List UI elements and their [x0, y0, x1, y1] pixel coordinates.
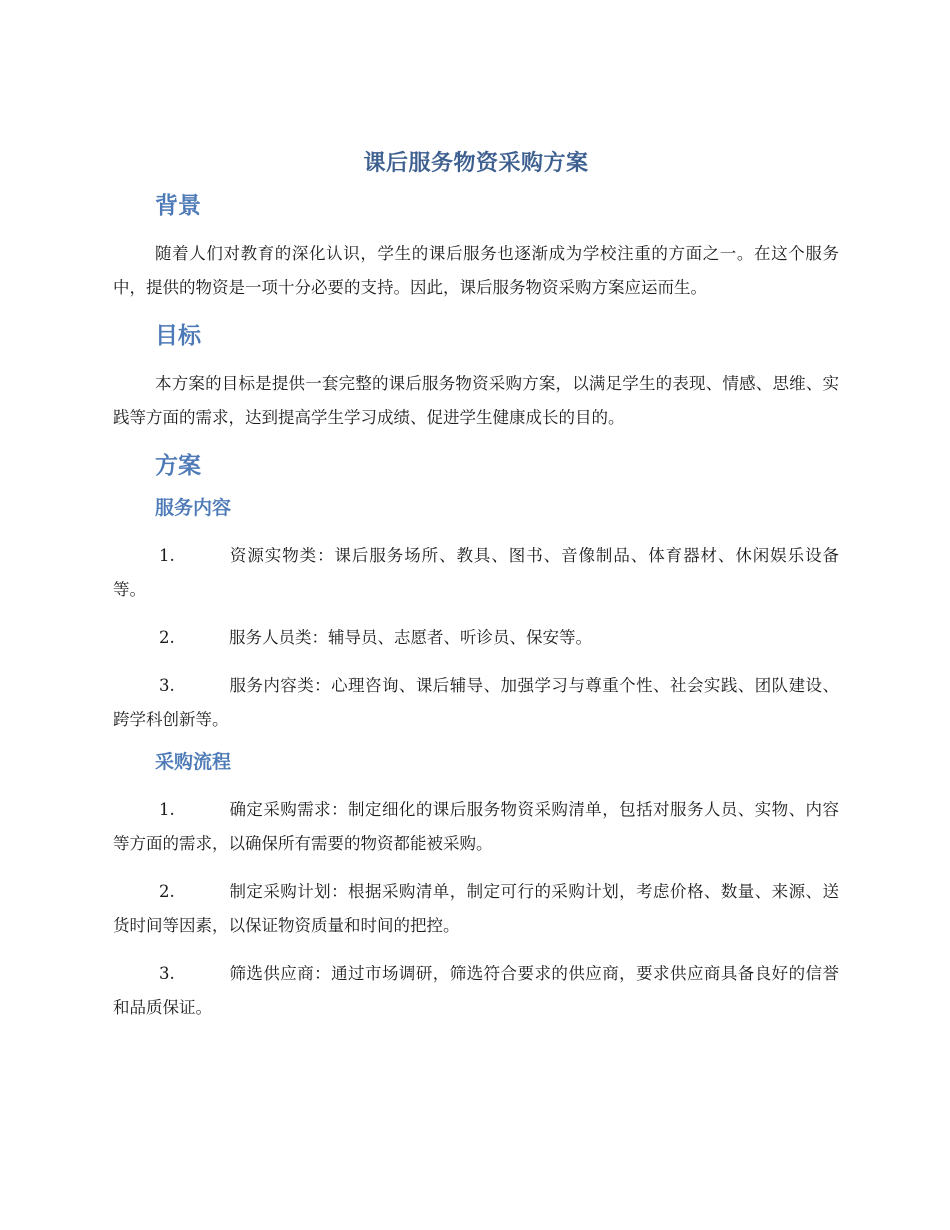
subsection-heading-service-content: 服务内容 [155, 497, 232, 519]
list-item-text: 服务内容类：心理咨询、课后辅导、加强学习与尊重个性、社会实践、团队建设、跨学科创新等。 [113, 676, 839, 729]
section-heading-plan: 方案 [155, 453, 201, 479]
list-item-number: 2. [159, 882, 175, 901]
document-content [113, 148, 839, 1025]
document-title: 课后服务物资采购方案 [363, 151, 589, 176]
list-item [113, 539, 839, 607]
list-item-number: 2. [159, 628, 175, 647]
list-item-number: 3. [159, 676, 175, 695]
list-item [113, 621, 839, 655]
procurement-process-list [113, 793, 839, 1025]
list-item-text: 制定采购计划：根据采购清单，制定可行的采购计划，考虑价格、数量、来源、送货时间等因素，以保证物资质量和时间的把控。 [113, 882, 839, 935]
list-item [113, 875, 839, 943]
list-item-text: 资源实物类：课后服务场所、教具、图书、音像制品、体育器材、休闲娱乐设备等。 [113, 546, 839, 599]
list-item-number: 3. [159, 964, 175, 983]
service-content-list [113, 539, 839, 737]
list-item-number: 1. [159, 546, 175, 565]
list-item-number: 1. [159, 800, 175, 819]
subsection-heading-procurement-process: 采购流程 [155, 751, 232, 773]
list-item [113, 957, 839, 1025]
list-item-text: 服务人员类：辅导员、志愿者、听诊员、保安等。 [229, 628, 592, 647]
background-paragraph: 随着人们对教育的深化认识，学生的课后服务也逐渐成为学校注重的方面之一。在这个服务中，提供的物资是一项十分必要的支持。因此，课后服务物资采购方案应运而生。 [113, 244, 839, 297]
list-item [113, 669, 839, 737]
list-item-text: 筛选供应商：通过市场调研，筛选符合要求的供应商，要求供应商具备良好的信誉和品质保证。 [113, 964, 839, 1017]
section-heading-background: 背景 [155, 193, 201, 219]
list-item [113, 793, 839, 861]
section-heading-goal: 目标 [155, 323, 201, 349]
list-item-text: 确定采购需求：制定细化的课后服务物资采购清单，包括对服务人员、实物、内容等方面的需求，以确保所有需要的物资都能被采购。 [113, 800, 839, 853]
goal-paragraph: 本方案的目标是提供一套完整的课后服务物资采购方案，以满足学生的表现、情感、思维、实践等方面的需求，达到提高学生学习成绩、促进学生健康成长的目的。 [113, 374, 839, 427]
